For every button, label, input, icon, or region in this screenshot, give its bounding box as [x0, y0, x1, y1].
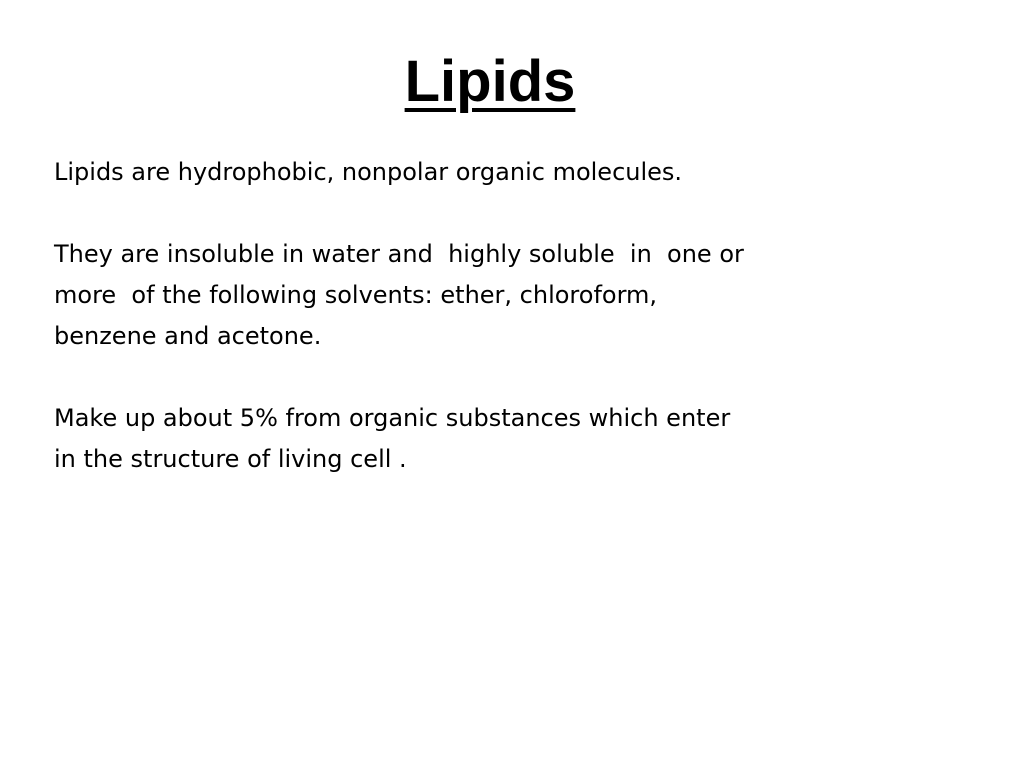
paragraph-spacer	[54, 357, 874, 398]
slide-body	[54, 152, 874, 480]
paragraph-1-line-1: Lipids are hydrophobic, nonpolar organic molecules.	[54, 158, 683, 186]
paragraph-2-line-2: more of the following solvents: ether, chloroform,	[54, 281, 658, 309]
paragraph-3-line-1: Make up about 5% from organic substances which enter	[54, 404, 731, 432]
slide-title: Lipids	[404, 49, 576, 114]
paragraph-2-line-1: They are insoluble in water and highly soluble in one or	[54, 240, 744, 268]
paragraph-2-line-3: benzene and acetone.	[54, 322, 322, 350]
paragraph-spacer	[54, 193, 874, 234]
paragraph-3-line-2: in the structure of living cell .	[54, 445, 407, 473]
